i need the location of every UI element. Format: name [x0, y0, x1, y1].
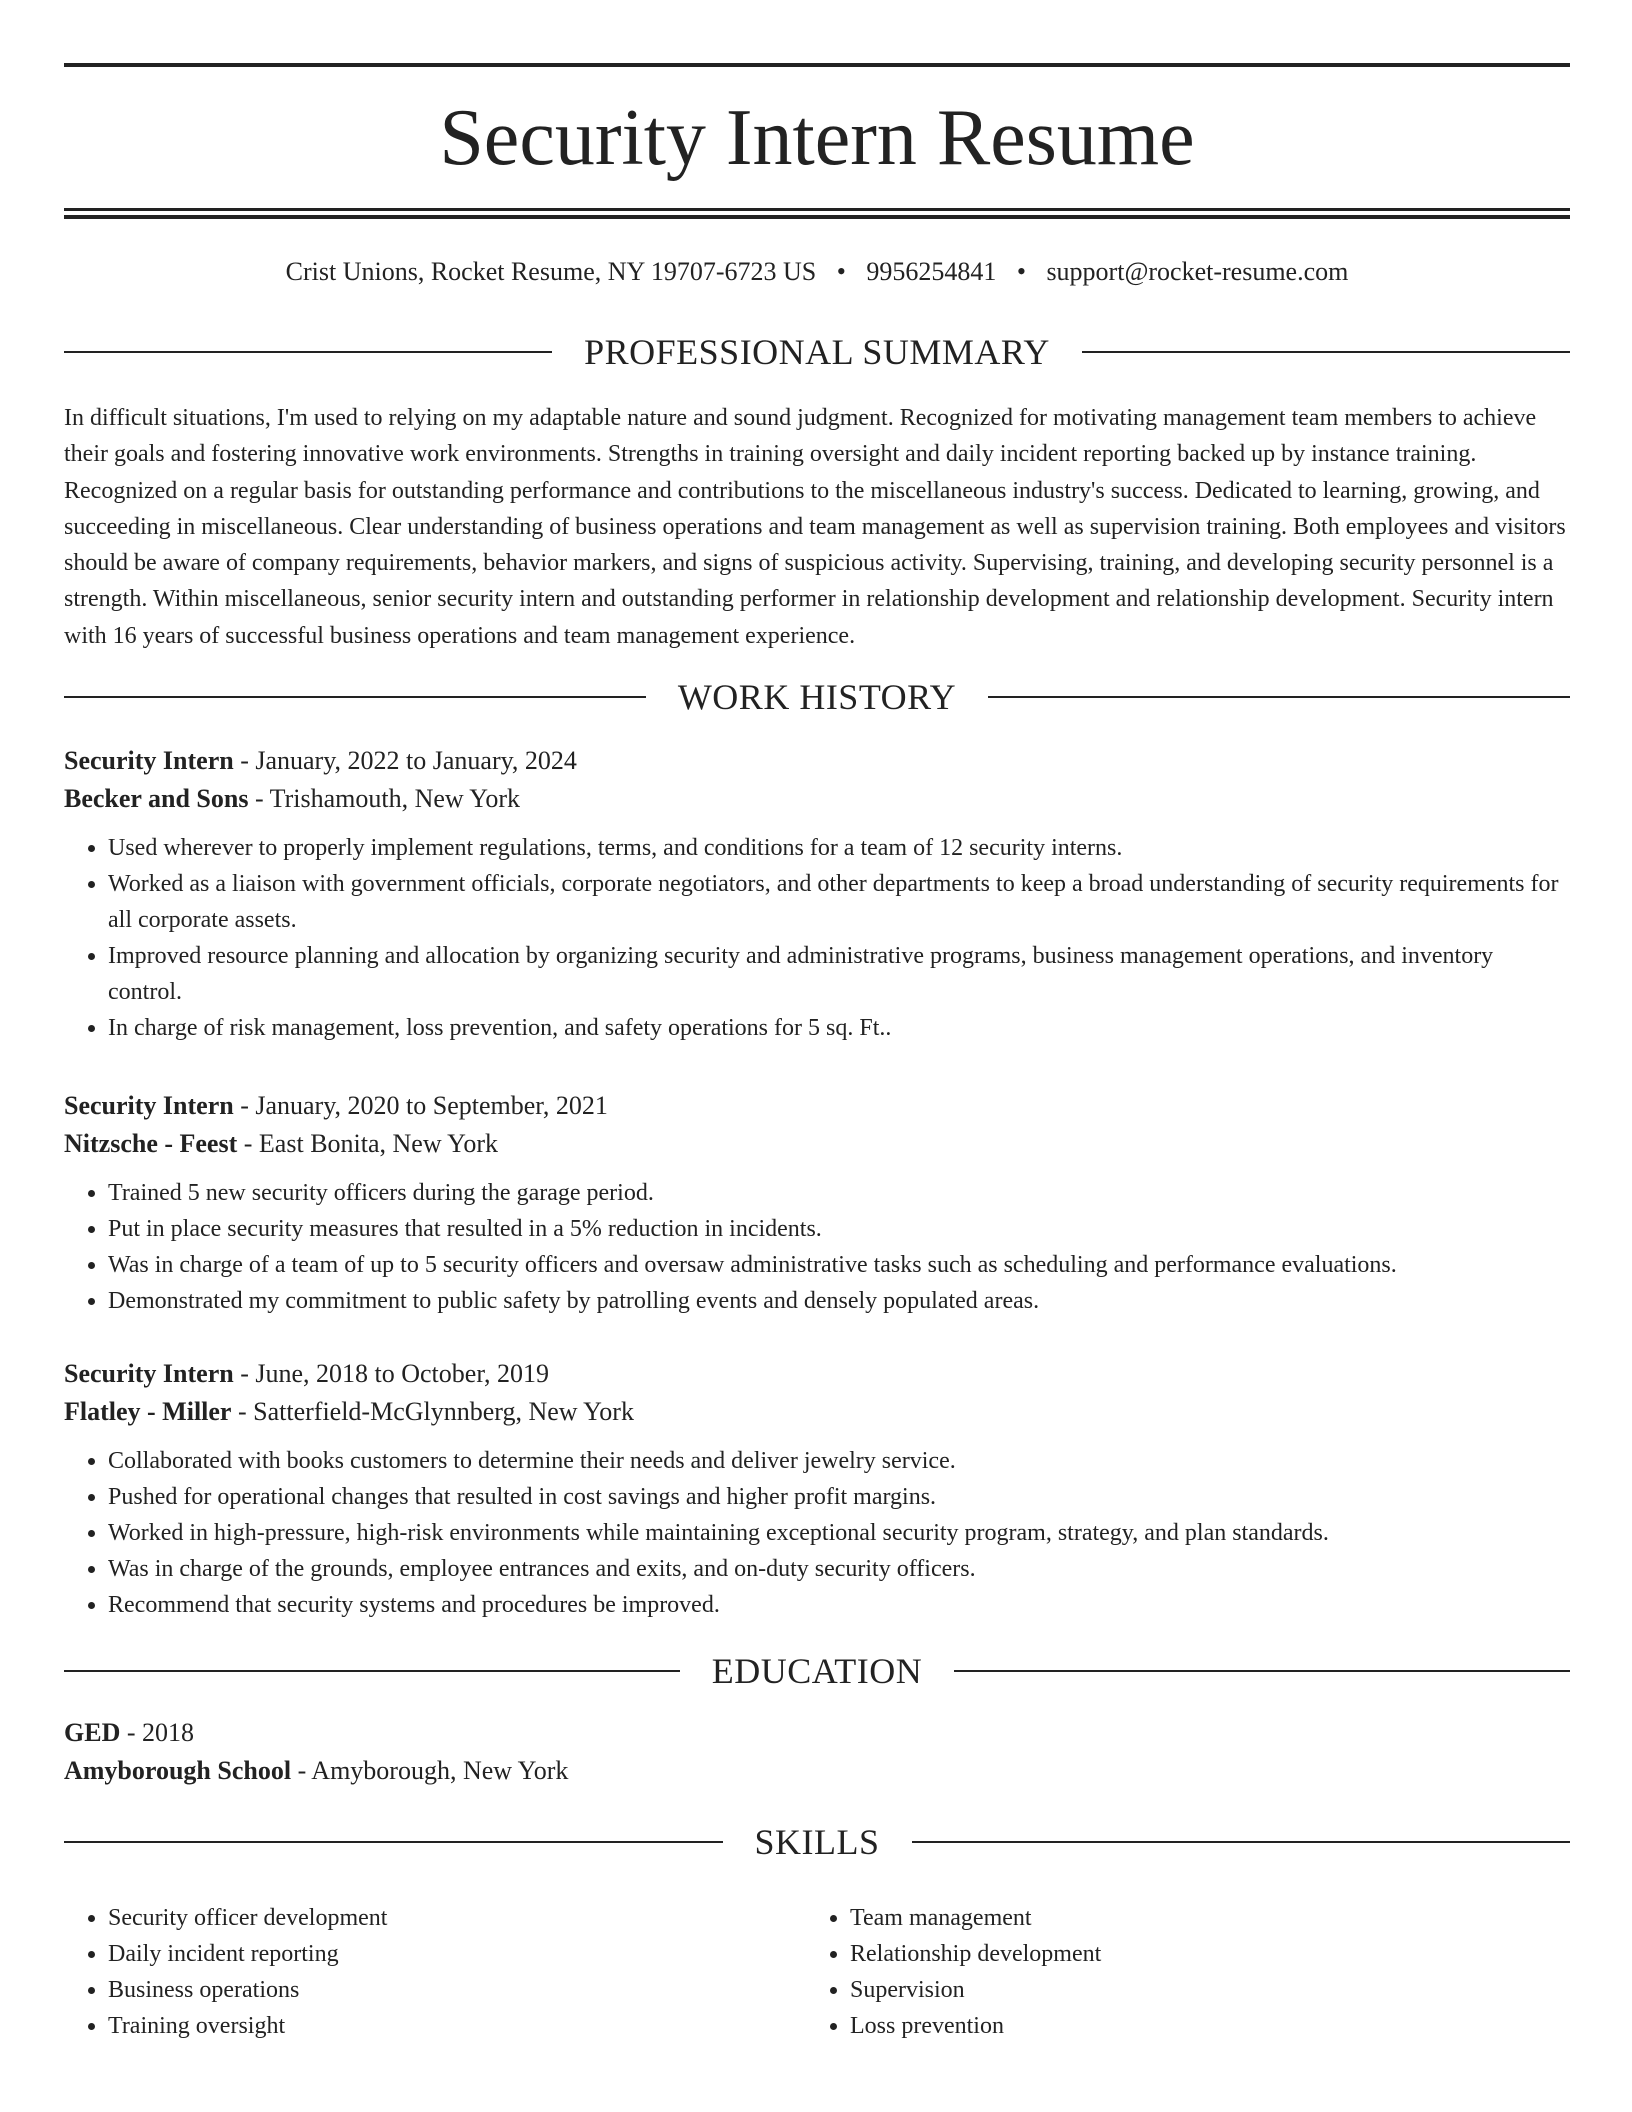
section-title: SKILLS	[754, 1822, 880, 1862]
section-heading-summary	[64, 330, 1570, 374]
employer: Flatley - Miller	[64, 1397, 232, 1426]
separator-dot: •	[1016, 257, 1026, 286]
top-rule	[64, 63, 1570, 67]
list-item: • Collaborated with books customers to determine their needs and deliver jewelry service.	[108, 1443, 1570, 1479]
list-item: • Pushed for operational changes that resulted in cost savings and higher profit margins.	[108, 1479, 1570, 1515]
heading-rule-left	[64, 1670, 680, 1672]
job-title: Security Intern	[64, 1359, 234, 1388]
section-title: EDUCATION	[711, 1651, 923, 1691]
employer-line	[64, 1125, 1570, 1163]
skills-column-left	[64, 1900, 806, 2044]
phone: 9956254841	[866, 257, 997, 286]
employer: Becker and Sons	[64, 784, 249, 813]
title-rule-upper	[64, 208, 1570, 211]
job-bullets	[64, 1175, 1570, 1319]
heading-rule-right	[954, 1670, 1570, 1672]
list-item: • Demonstrated my commitment to public safety by patrolling events and densely populated areas.	[108, 1283, 1570, 1319]
list-item: • In charge of risk management, loss prevention, and safety operations for 5 sq. Ft..	[108, 1010, 1570, 1046]
job-dates: - January, 2020 to September, 2021	[233, 1091, 608, 1120]
job-dates: - June, 2018 to October, 2019	[233, 1359, 549, 1388]
summary-text: In difficult situations, I'm used to relying on my adaptable nature and sound judgment. Recognized for motivating management team members to achieve their goals and fostering innovative work environments. Strengths in training oversight and daily incident reporting backed up by instance training. Recognized on a regular basis for outstanding performance and contributions to the miscellaneous industry's success. Dedicated to learning, growing, and succeeding in miscellaneous. Clear understanding of business operations and team management as well as supervision training. Both employees and visitors should be aware of company requirements, behavior markers, and signs of suspicious activity. Supervising, training, and developing security personnel is a strength. Within miscellaneous, senior security intern and outstanding performer in relationship development and relationship development. Security intern with 16 years of successful business operations and team management experience.	[64, 405, 1566, 649]
job-title: Security Intern	[64, 746, 234, 775]
job-title-line	[64, 742, 1570, 780]
job-bullets	[64, 830, 1570, 1046]
heading-rule-right	[988, 696, 1570, 698]
skill-item: • Loss prevention	[850, 2008, 1548, 2044]
job-entry	[64, 742, 1570, 1046]
heading-rule-left	[64, 1841, 723, 1843]
employer: Nitzsche - Feest	[64, 1129, 238, 1158]
job-dates: - January, 2022 to January, 2024	[233, 746, 577, 775]
section-heading-skills	[64, 1820, 1570, 1864]
separator-dot: •	[836, 257, 846, 286]
skill-item: • Security officer development	[108, 1900, 806, 1936]
list-item: • Trained 5 new security officers during the garage period.	[108, 1175, 1570, 1211]
section-heading-education	[64, 1649, 1570, 1693]
skill-item: • Business operations	[108, 1972, 806, 2008]
employer-location: - Trishamouth, New York	[248, 784, 521, 813]
job-title: Security Intern	[64, 1091, 234, 1120]
skill-item: • Supervision	[850, 1972, 1548, 2008]
heading-rule-left	[64, 696, 646, 698]
section-heading-work-history	[64, 675, 1570, 719]
heading-rule-right	[1082, 351, 1570, 353]
job-title-line	[64, 1087, 1570, 1125]
list-item: • Put in place security measures that resulted in a 5% reduction in incidents.	[108, 1211, 1570, 1247]
contact-line	[64, 254, 1570, 290]
heading-rule-left	[64, 351, 552, 353]
section-title: PROFESSIONAL SUMMARY	[584, 332, 1050, 372]
list-item: • Used wherever to properly implement regulations, terms, and conditions for a team of 12 security interns.	[108, 830, 1570, 866]
list-item: • Was in charge of the grounds, employee entrances and exits, and on-duty security officers.	[108, 1551, 1570, 1587]
list-item: • Recommend that security systems and procedures be improved.	[108, 1587, 1570, 1623]
skill-item: • Team management	[850, 1900, 1548, 1936]
school-location: - Amyborough, New York	[291, 1756, 569, 1785]
employer-location: - East Bonita, New York	[237, 1129, 498, 1158]
section-title: WORK HISTORY	[677, 677, 957, 717]
school-line	[64, 1752, 1570, 1790]
school: Amyborough School	[64, 1756, 292, 1785]
job-bullets	[64, 1443, 1570, 1623]
skill-item: • Training oversight	[108, 2008, 806, 2044]
education-entry	[64, 1714, 1570, 1790]
job-entry	[64, 1355, 1570, 1623]
degree-year: - 2018	[120, 1718, 195, 1747]
list-item: • Was in charge of a team of up to 5 security officers and oversaw administrative tasks such as scheduling and performance evaluations.	[108, 1247, 1570, 1283]
degree: GED	[64, 1718, 121, 1747]
degree-line	[64, 1714, 1570, 1752]
skill-item: • Daily incident reporting	[108, 1936, 806, 1972]
resume-title: Security Intern Resume	[439, 94, 1195, 182]
employer-line	[64, 1393, 1570, 1431]
address: Crist Unions, Rocket Resume, NY 19707-6723 US	[285, 257, 817, 286]
job-title-line	[64, 1355, 1570, 1393]
title-rule-lower	[64, 215, 1570, 219]
skills-column-right	[806, 1900, 1548, 2044]
heading-rule-right	[912, 1841, 1571, 1843]
skill-item: • Relationship development	[850, 1936, 1548, 1972]
list-item: • Worked in high-pressure, high-risk environments while maintaining exceptional security program, strategy, and plan standards.	[108, 1515, 1570, 1551]
email[interactable]: support@rocket-resume.com	[1046, 257, 1349, 286]
job-entry	[64, 1087, 1570, 1319]
list-item: • Worked as a liaison with government officials, corporate negotiators, and other departments to keep a broad understanding of security requirements for all corporate assets.	[108, 866, 1570, 938]
employer-line	[64, 780, 1570, 818]
skills-list	[64, 1900, 1570, 2044]
employer-location: - Satterfield-McGlynnberg, New York	[231, 1397, 634, 1426]
list-item: • Improved resource planning and allocation by organizing security and administrative programs, business management operations, and inventory control.	[108, 938, 1570, 1010]
